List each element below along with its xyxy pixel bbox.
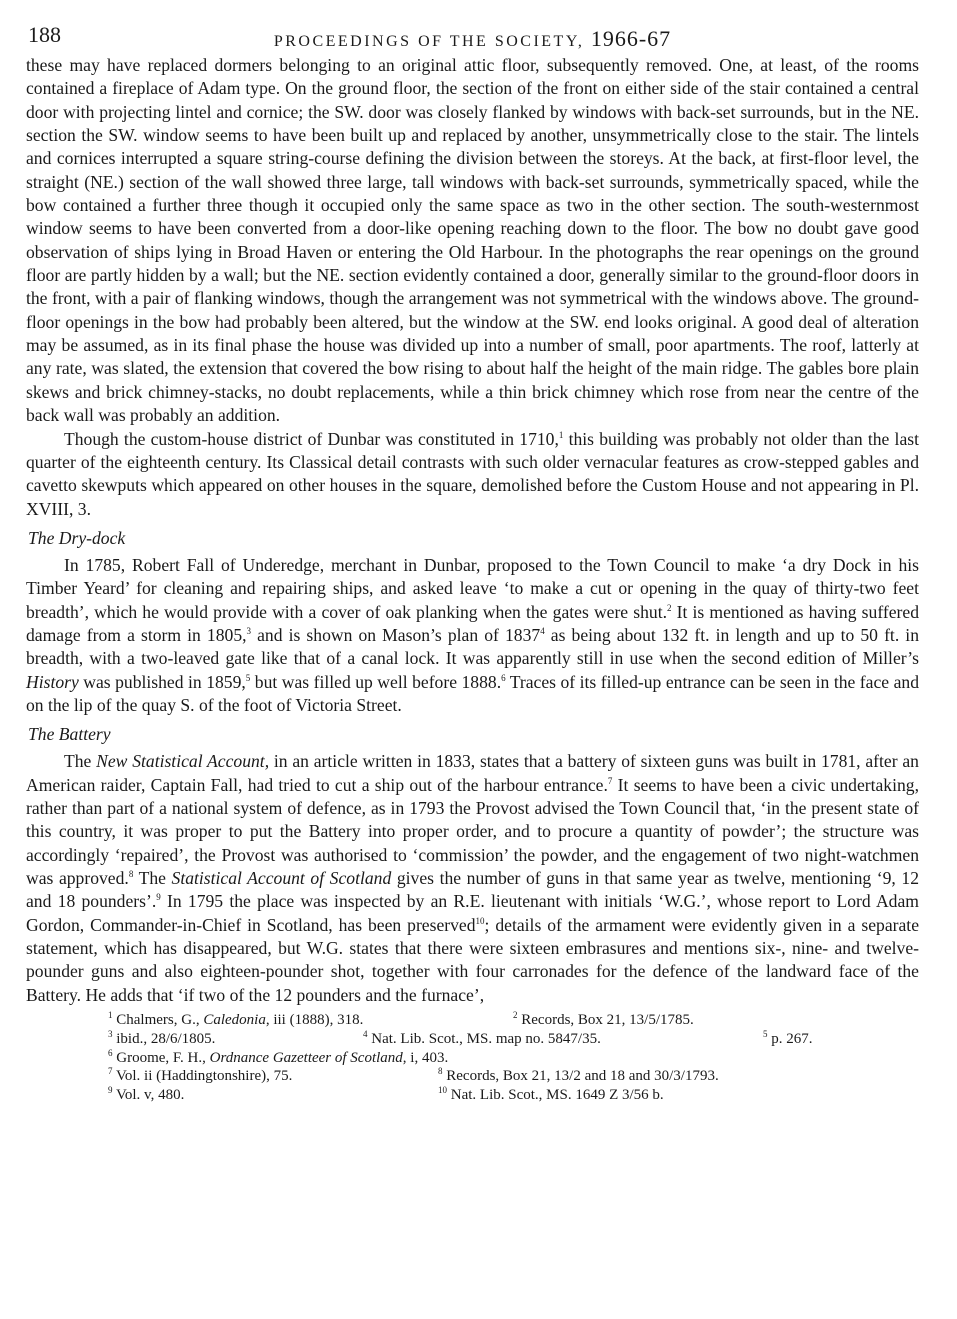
title-new-statistical-account: New Statistical Account, [96,751,270,772]
text-run: in an article written in 1833, states that a battery of sixteen guns was built in 1781, after an American raider, Captain Fall, had tried to cut a ship out of the harbour entrance. [26,751,919,795]
section-heading-battery: The Battery [28,724,111,745]
footnote-mark: 1 [108,1010,113,1021]
footnote-2 [513,1011,694,1030]
footnote-6 [108,1049,448,1068]
footnote-ref-7: 7 [607,775,613,786]
footnote-text: Vol. ii (Haddingtonshire), 75. [112,1068,293,1085]
footnote-row [108,1030,908,1049]
footnote-row [108,1067,908,1086]
footnote-ref-5: 5 [245,672,251,683]
footnote-text: Records, Box 21, 13/5/1785. [517,1012,694,1029]
text-run: ; details of the armament were evidently given in a separate statement, which has disappeared, but W.G. states that there were sixteen embrasures and mentions six-, nine- and twelve-pounder guns and also eighteen-pounder shot, together with four carronades for the defence of the landward face of the Battery. He adds that ‘if two of the 12 pounders and the furnace’, [26,914,919,1005]
footnote-ref-9: 9 [156,892,161,903]
footnote-mark: 6 [108,1047,113,1058]
text-run: In 1795 the place was inspected by an R.E. lieutenant with initials ‘W.G.’, whose report to Lord Adam Gordon, Commander-in-Chief in Scotland, has been preserved [26,891,919,935]
footnote-mark: 5 [763,1028,768,1039]
text-run: In 1785, Robert Fall of Underedge, merchant in Dunbar, proposed to the Town Council to make ‘a dry Dock in his Timber Yeard’ for cleaning and repairing ships, and asked leave ‘to make a cut or opening in the quay of thirty-two feet breadth’, which he would provide with a cover of oak planking when the gates were shut. [26,554,919,622]
paragraph-dry-dock [26,554,919,717]
text-run: this building was probably not older than the last quarter of the eighteenth century. Its Classical detail contrasts with such older vernacular features as crow-stepped gables and cavetto skewputs which appeared on other houses in the square, demolished before the Custom House and not appearing in Pl. XVIII, 3. [26,428,919,519]
footnote-text: Nat. Lib. Scot., MS. map no. 5847/35. [367,1030,601,1047]
footnote-mark: 7 [108,1066,113,1077]
section-heading-dry-dock: The Dry-dock [28,527,126,548]
footnote-title: Caledonia [203,1012,266,1029]
footnote-mark: 8 [438,1066,443,1077]
text-run: gives the number of guns in that same year as twelve, mentioning ‘9, 12 and 18 pounders’. [26,868,920,912]
running-head [26,22,919,54]
footnote-mark: 10 [438,1085,447,1096]
footnote-text: Records, Box 21, 13/2 and 18 and 30/3/1793. [442,1068,719,1085]
footnote-ref-8: 8 [128,869,134,880]
footnote-4 [363,1030,763,1049]
title-statistical-account: Statistical Account of Scotland [171,868,392,888]
footnote-text: ibid., 28/6/1805. [112,1030,216,1047]
footnote-7 [108,1067,438,1086]
footnote-text: Chalmers, G., [112,1012,204,1029]
text-run: but was filled up well before 1888. [250,671,502,692]
page-number: 188 [28,22,61,47]
text-run: as being about 132 ft. in length and up to 50 ft. in breadth, with a two-leaved gate like that of a canal lock. It was apparently still in use when the second edition of Miller’s [26,624,919,669]
footnote-text: Nat. Lib. Scot., MS. 1649 Z 3/56 b. [447,1087,664,1104]
body-text [26,54,919,1007]
paragraph-custom-house-date [26,428,919,521]
footnote-row [108,1049,908,1068]
footnote-ref-10: 10 [475,915,485,926]
footnote-text: , iii (1888), 318. [265,1012,364,1029]
text-run: and is shown on Mason’s plan of 1837 [251,624,541,645]
footnote-row [108,1086,908,1105]
text-run: It is mentioned as having suffered damage from a storm in 1805, [26,601,919,645]
footnote-10 [438,1086,664,1105]
volume-years: 1966-67 [590,26,672,51]
paragraph-house-description: these may have replaced dormers belonging to an original attic floor, subsequently removed. One, at least, of the rooms contained a fireplace of Adam type. On the ground floor, the section of the front on either side of the stair contained a central door with projecting lintel and cornice; the SW. door was closely flanked by windows with back-set surrounds, but in the NE. section the SW. window seems to have been built up and replaced by another, unsymmetrically close to the stair. The lintels and cornices interrupted a square string-course defining the division between the storeys. At the back, at first-floor level, the straight (NE.) section of the wall showed three large, tall windows with back-set surrounds, symmetrically spaced, while the bow contained a further three though it occupied only the same space as two in the other section. The south-westernmost window seems to have been converted from a door-like opening reaching down to the floor. The bow no doubt gave good observation of ships lying in Broad Haven or entering the Old Harbour. In the photographs the rear openings on the ground floor are partly hidden by a wall; but the NE. section evidently contained a door, generally similar to the ground-floor doors in the front, with a pair of flanking windows, though the arrangement was not symmetrical with the windows above. The ground-floor openings in the bow had probably been altered, but the window at the SW. end looks original. A good deal of alteration may be assumed, as in its final phase the house was divided up into a number of small, poor apartments. The roof, latterly at any rate, was slated, the extension that covered the bow rising to about half the height of the main ridge. The gables bore plain skews and brick chimney-stacks, no doubt replacements, while a thin brick chimney which rose from near the centre of the back wall was probably an addition. [26,55,919,426]
footnote-text: p. 267. [767,1030,813,1047]
footnote-row [108,1011,908,1030]
footnote-3 [108,1030,363,1049]
footnote-mark: 9 [108,1085,113,1096]
text-run: was published in 1859, [78,671,246,692]
footnote-text: Groome, F. H., [112,1049,210,1066]
footnote-mark: 2 [513,1010,518,1021]
footnote-ref-4: 4 [540,626,545,637]
footnote-1 [108,1011,513,1030]
footnote-ref-2: 2 [667,602,672,613]
footnote-ref-1: 1 [558,429,564,440]
footnote-title: Ordnance Gazetteer of Scotland [209,1049,403,1066]
footnote-text: , i, 403. [402,1049,449,1066]
paragraph-battery [26,750,919,1007]
footnote-mark: 3 [108,1028,113,1039]
footnotes [108,1011,908,1105]
footnote-ref-3: 3 [246,626,252,637]
footnote-mark: 4 [363,1028,368,1039]
text-run: The [133,868,172,888]
text-run: Though the custom-house district of Dunbar was constituted in 1710, [64,428,559,449]
text-run: Traces of its filled-up entrance can be seen in the face and on the lip of the quay S. of the foot of Victoria Street. [26,671,919,715]
footnote-ref-6: 6 [501,672,506,683]
document-page [26,22,919,1105]
text-run: The [64,751,97,772]
footnote-9 [108,1086,438,1105]
footnote-5 [763,1030,813,1049]
running-title [26,26,919,52]
text-run: It seems to have been a civic undertaking, rather than part of a national system of defence, as in 1793 the Provost advised the Town Council that, ‘in the present state of this country, it was proper to put the Battery into proper order, and to procure a quantity of powder’; the structure was accordingly ‘repaired’, the Provost was authorised to ‘commission’ the powder, and the engagement of two night-watchmen was approved. [26,774,919,888]
journal-title: PROCEEDINGS OF THE SOCIETY, [273,33,585,50]
title-history: History [26,671,79,692]
footnote-text: Vol. v, 480. [112,1087,185,1104]
footnote-8 [438,1067,719,1086]
